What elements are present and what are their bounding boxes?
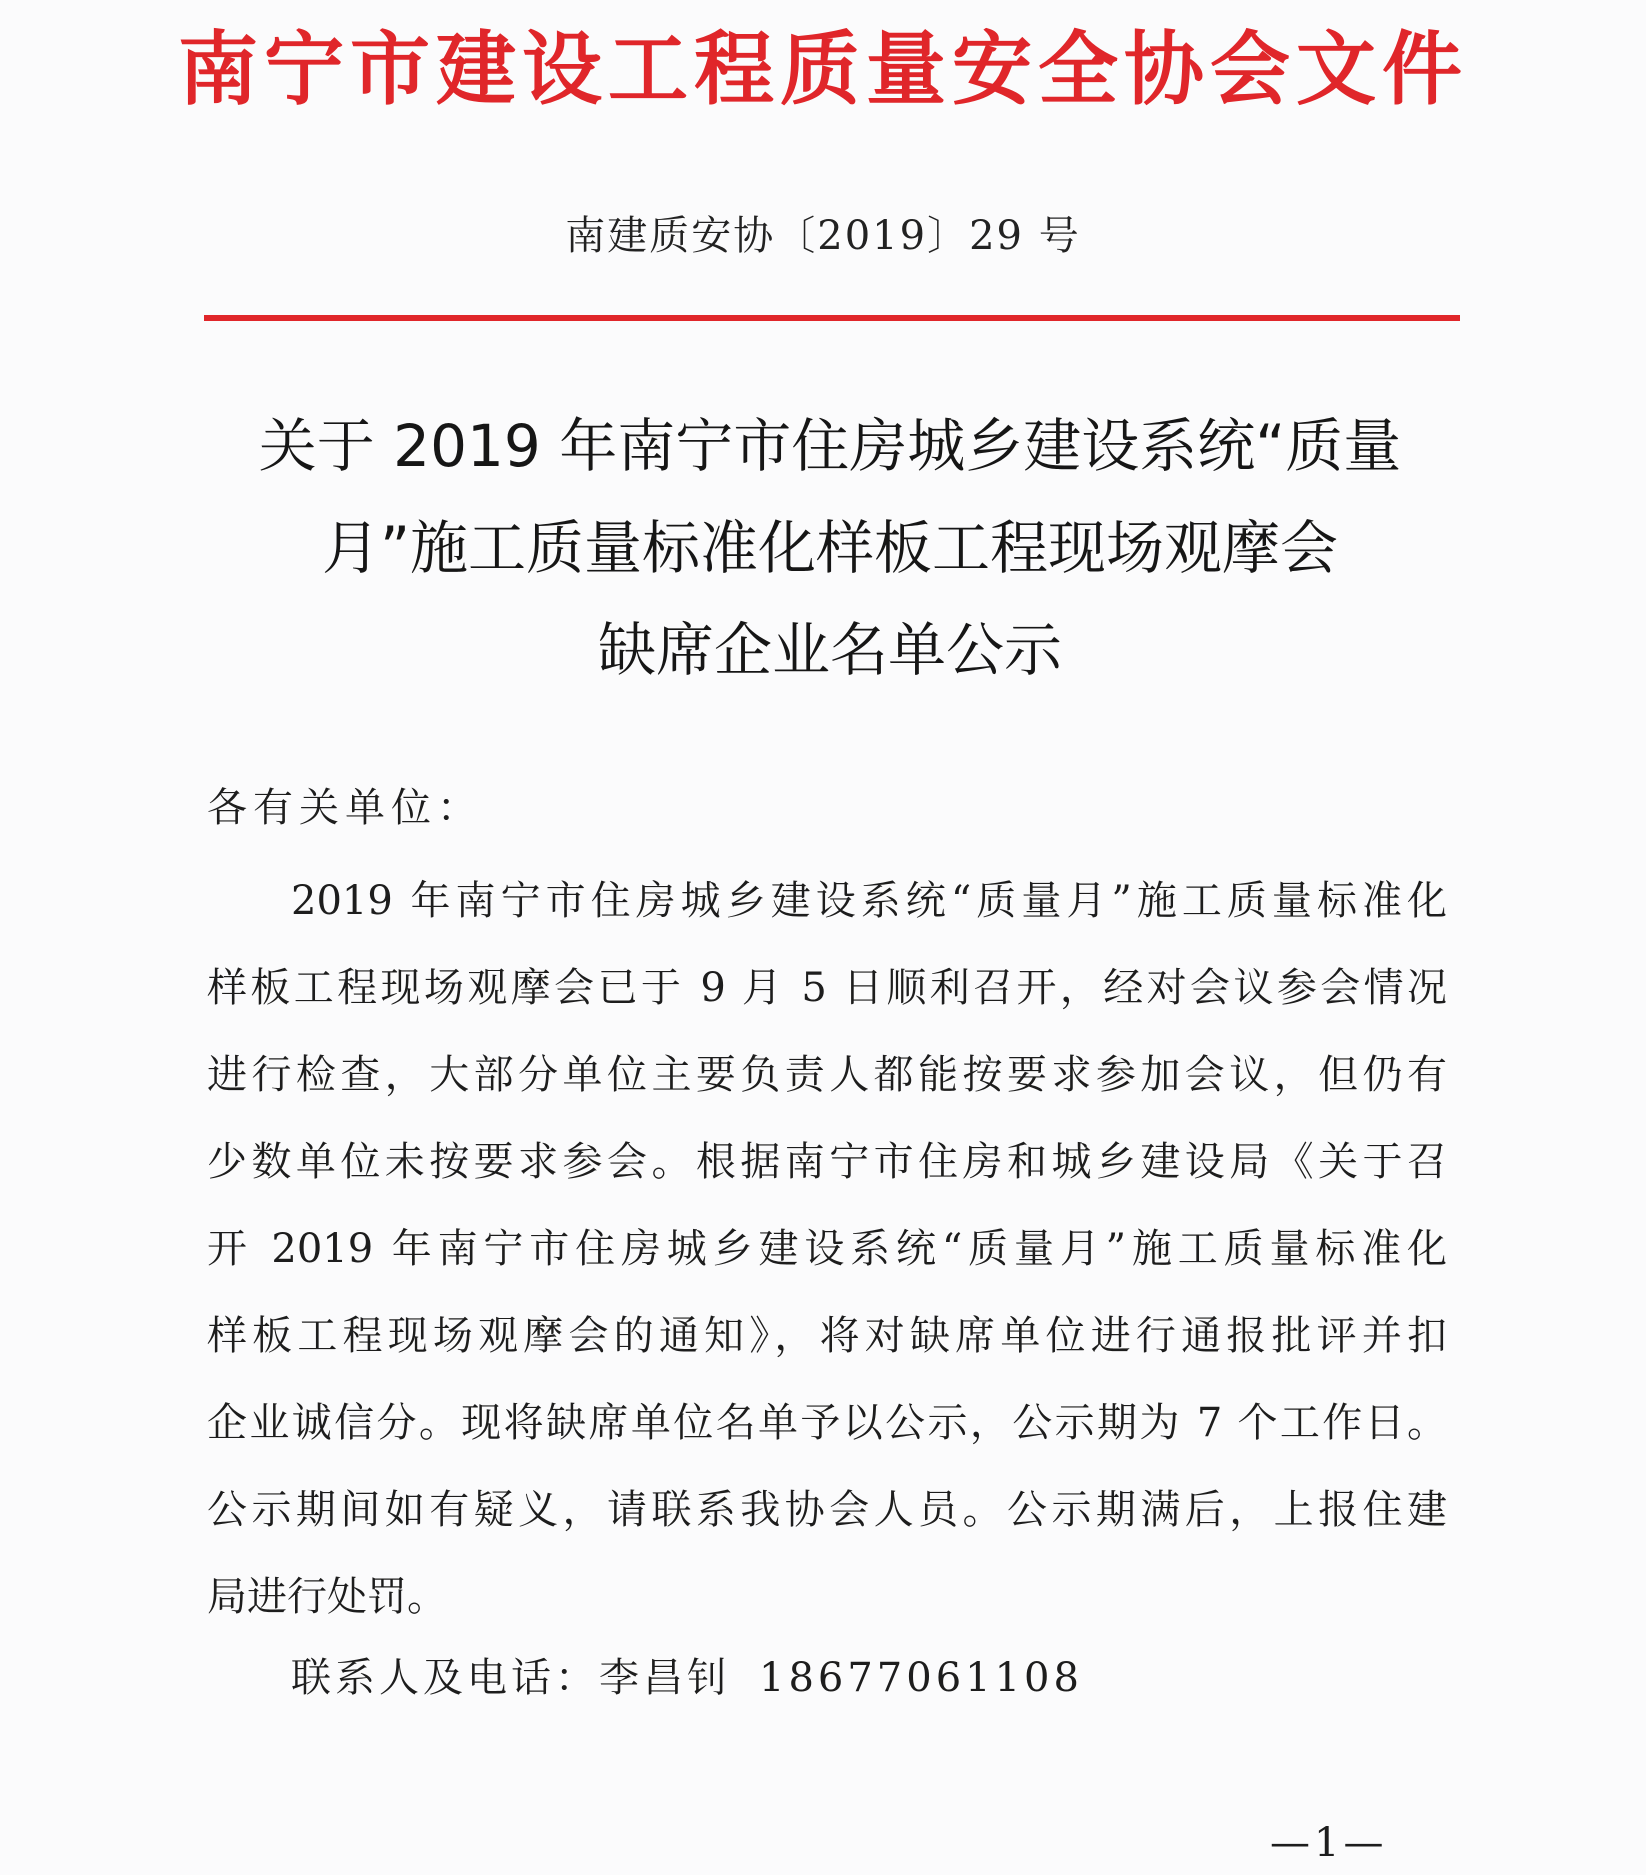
notice-title-line: 关于 2019 年南宁市住房城乡建设系统“质量 [258, 412, 1402, 480]
page-number: —1— [1270, 1820, 1388, 1866]
body-line: 进行检查，大部分单位主要负责人都能按要求参加会议，但仍有 [207, 1052, 1447, 1098]
body-line: 企业诚信分。现将缺席单位名单予以公示，公示期为 7 个工作日。 [207, 1400, 1447, 1446]
contact-name: 李昌钊 [599, 1655, 731, 1701]
body-line: 2019 年南宁市住房城乡建设系统“质量月”施工质量标准化 [291, 878, 1447, 924]
header-divider [204, 315, 1460, 321]
notice-title-line: 月”施工质量标准化样板工程现场观摩会 [321, 514, 1339, 582]
notice-title [200, 395, 1460, 701]
body-line: 少数单位未按要求参会。根据南宁市住房和城乡建设局《关于召 [207, 1139, 1447, 1185]
contact-phone: 18677061108 [759, 1655, 1083, 1701]
body-line: 开 2019 年南宁市住房城乡建设系统“质量月”施工质量标准化 [207, 1226, 1447, 1272]
contact-label: 联系人及电话： [291, 1655, 599, 1701]
notice-title-line: 缺席企业名单公示 [597, 616, 1062, 684]
contact-info [291, 1650, 1083, 1706]
body-paragraph [207, 858, 1447, 1641]
document-header-title: 南宁市建设工程质量安全协会文件 [178, 22, 1468, 116]
body-line: 局进行处罚。 [207, 1574, 447, 1620]
salutation: 各有关单位： [207, 785, 483, 831]
body-line: 公示期间如有疑义，请联系我协会人员。公示期满后，上报住建 [207, 1487, 1447, 1533]
body-line: 样板工程现场观摩会的通知》，将对缺席单位进行通报批评并扣 [207, 1313, 1447, 1359]
document-number: 南建质安协〔2019〕29 号 [565, 213, 1081, 259]
body-line: 样板工程现场观摩会已于 9 月 5 日顺利召开，经对会议参会情况 [207, 965, 1447, 1011]
